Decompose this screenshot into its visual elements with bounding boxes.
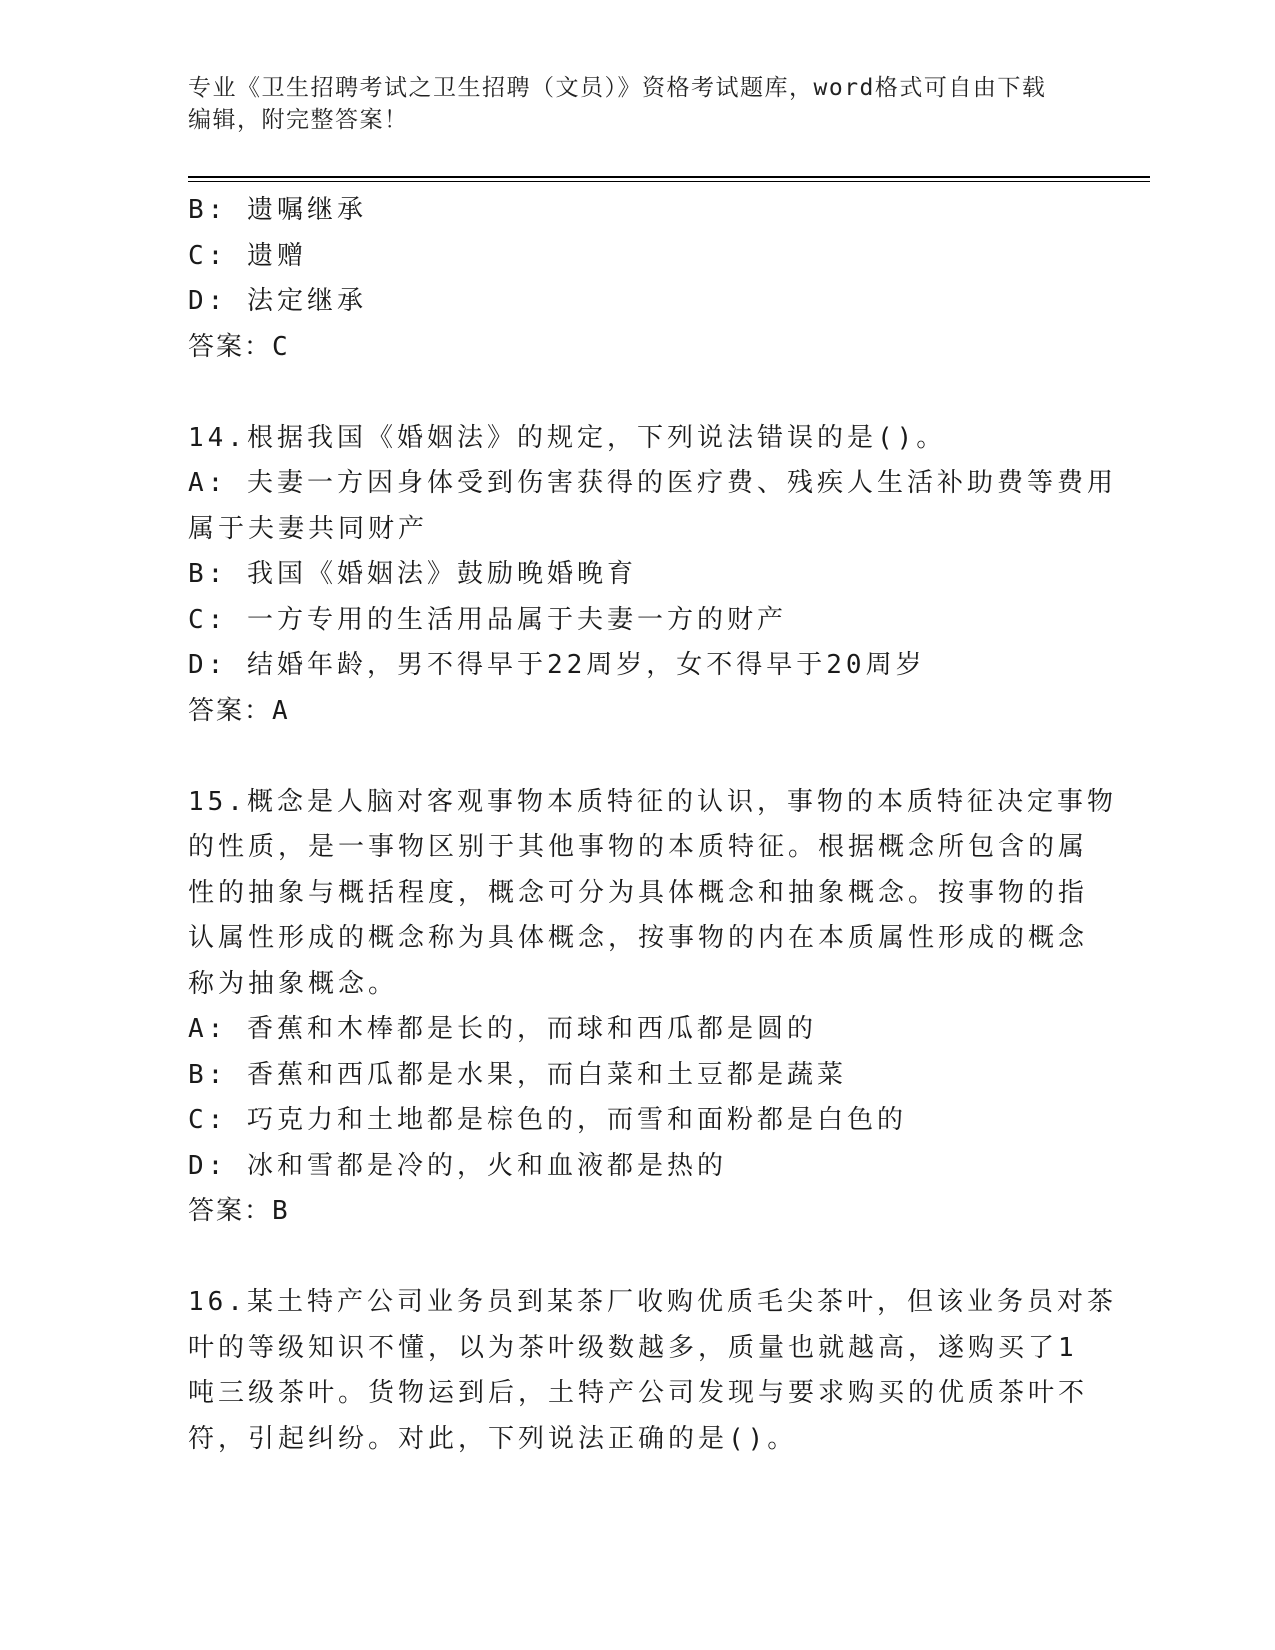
question-stem: 称为抽象概念。	[188, 968, 399, 999]
question-stem: 15.概念是人脑对客观事物本质特征的认识，事物的本质特征决定事物	[188, 786, 1117, 817]
header-line-2: 编辑，附完整答案！	[188, 107, 409, 133]
option-d: D: 法定继承	[188, 286, 367, 316]
option-a: A: 香蕉和木棒都是长的，而球和西瓜都是圆的	[188, 1014, 817, 1044]
question-13	[188, 188, 1088, 370]
header-line-1: 专业《卫生招聘考试之卫生招聘（文员）》资格考试题库，word格式可自由下载	[188, 75, 1047, 101]
question-stem: 叶的等级知识不懂，以为茶叶级数越多，质量也就越高，遂购买了1	[188, 1332, 1078, 1363]
option-c: C: 一方专用的生活用品属于夫妻一方的财产	[188, 604, 787, 635]
question-stem: 吨三级茶叶。货物运到后，土特产公司发现与要求购买的优质茶叶不	[188, 1378, 1089, 1408]
question-stem: 性的抽象与概括程度，概念可分为具体概念和抽象概念。按事物的指	[188, 877, 1089, 908]
spacer	[188, 1235, 1088, 1281]
option-a: A: 夫妻一方因身体受到伤害获得的医疗费、残疾人生活补助费等费用	[188, 468, 1117, 498]
spacer	[188, 370, 1088, 416]
option-c: C: 巧克力和土地都是棕色的，而雪和面粉都是白色的	[188, 1105, 907, 1135]
option-b: B: 遗嘱继承	[188, 195, 367, 225]
answer: 答案：B	[188, 1196, 290, 1226]
spacer	[188, 734, 1088, 780]
question-stem: 符，引起纠纷。对此，下列说法正确的是()。	[188, 1423, 798, 1454]
answer: 答案：A	[188, 695, 290, 726]
question-stem: 的性质，是一事物区别于其他事物的本质特征。根据概念所包含的属	[188, 832, 1089, 862]
question-15	[188, 780, 1117, 1235]
page-header	[188, 72, 1088, 136]
option-c: C: 遗赠	[188, 240, 307, 271]
option-b: B: 我国《婚姻法》鼓励晚婚晚育	[188, 559, 637, 589]
question-body	[188, 188, 1117, 1462]
option-d: D: 结婚年龄，男不得早于22周岁，女不得早于20周岁	[188, 650, 926, 680]
header-rule-thin	[188, 181, 1150, 182]
option-b: B: 香蕉和西瓜都是水果，而白菜和土豆都是蔬菜	[188, 1059, 847, 1090]
question-stem: 16.某土特产公司业务员到某茶厂收购优质毛尖茶叶，但该业务员对茶	[188, 1287, 1117, 1317]
question-14	[188, 416, 1117, 735]
question-stem: 14.根据我国《婚姻法》的规定，下列说法错误的是()。	[188, 422, 947, 453]
question-stem: 认属性形成的概念称为具体概念，按事物的内在本质属性形成的概念	[188, 923, 1089, 953]
header-rule-thick	[188, 176, 1150, 178]
answer: 答案：C	[188, 331, 290, 362]
option-d: D: 冰和雪都是冷的，火和血液都是热的	[188, 1150, 727, 1181]
option-a-continued: 属于夫妻共同财产	[188, 513, 429, 544]
question-16	[188, 1280, 1117, 1462]
